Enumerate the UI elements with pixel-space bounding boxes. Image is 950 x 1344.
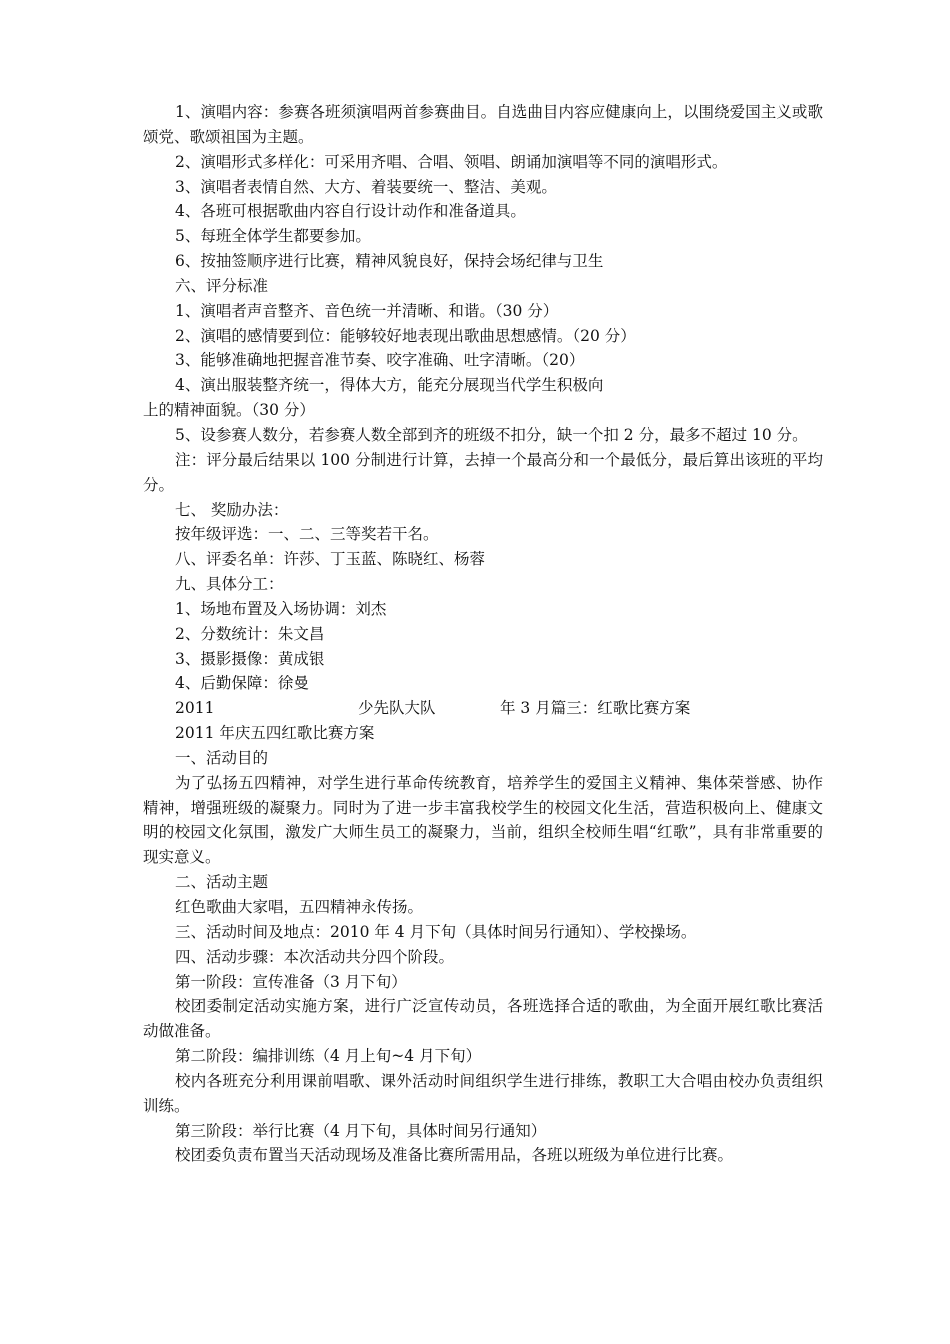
- paragraph: 4、后勤保障：徐曼: [175, 674, 309, 693]
- paragraph: 校团委负责布置当天活动现场及准备比赛所需用品，各班以班级为单位进行比赛。: [175, 1146, 734, 1165]
- section-heading: 一、活动目的: [175, 748, 269, 767]
- paragraph: 校内各班充分利用课前唱歌、课外活动时间组织学生进行排练，教职工大合唱由校办负责组织训练。: [143, 1071, 823, 1115]
- sign-org: 少先队大队: [358, 699, 436, 718]
- section-heading: 三、活动时间及地点：2010 年 4 月下旬（具体时间另行通知）、学校操场。: [175, 922, 697, 941]
- paragraph: 5、每班全体学生都要参加。: [175, 227, 371, 246]
- document-body: [143, 100, 823, 1168]
- stage-heading: 第一阶段：宣传准备（3 月下旬）: [175, 972, 407, 991]
- sign-date-heading: 年 3 月篇三：红歌比赛方案: [500, 699, 691, 718]
- paragraph: 红色歌曲大家唱，五四精神永传扬。: [175, 898, 424, 916]
- section-heading: 八、评委名单：许莎、丁玉蓝、陈晓红、杨蓉: [175, 550, 486, 569]
- paragraph: 4、演出服装整齐统一，得体大方，能充分展现当代学生积极向: [175, 376, 604, 395]
- paragraph: 3、能够准确地把握音准节奏、咬字准确、吐字清晰。（20）: [175, 351, 585, 370]
- paragraph: 6、按抽签顺序进行比赛，精神风貌良好，保持会场纪律与卫生: [175, 252, 604, 271]
- paragraph: 为了弘扬五四精神，对学生进行革命传统教育，培养学生的爱国主义精神、集体荣誉感、协作精神，增强班级的凝聚力。同时为了进一步丰富我校学生的校园文化生活，营造积极向上、健康文明的校园文化氛围，激发广大师生员工的凝聚力，当前，组织全校师生唱“红歌”，具有非常重要的现实意义。: [143, 773, 823, 867]
- section-heading: 六、评分标准: [175, 276, 269, 295]
- paragraph: 上的精神面貌。（30 分）: [143, 401, 315, 420]
- paragraph: 校团委制定活动实施方案，进行广泛宣传动员，各班选择合适的歌曲，为全面开展红歌比赛活动做准备。: [143, 997, 823, 1041]
- paragraph: 4、各班可根据歌曲内容自行设计动作和准备道具。: [175, 202, 526, 221]
- note-paragraph: 注：评分最后结果以 100 分制进行计算，去掉一个最高分和一个最低分，最后算出该班的平均分。: [143, 450, 823, 494]
- stage-heading: 第二阶段：编排训练（4 月上旬~4 月下旬）: [175, 1047, 482, 1066]
- section-heading: 七、 奖励办法：: [175, 500, 289, 519]
- section-heading: 二、活动主题: [175, 873, 269, 892]
- paragraph: 1、演唱者声音整齐、音色统一并清晰、和谐。（30 分）: [175, 301, 559, 320]
- paragraph: 2、分数统计：朱文昌: [175, 624, 325, 643]
- section-heading: 四、活动步骤：本次活动共分四个阶段。: [175, 947, 455, 966]
- paragraph: 1、场地布置及入场协调：刘杰: [175, 599, 387, 618]
- paragraph: 3、演唱者表情自然、大方、着装要统一、整洁、美观。: [175, 177, 557, 196]
- section-heading: 九、具体分工：: [175, 575, 284, 594]
- paragraph: 2、演唱形式多样化：可采用齐唱、合唱、领唱、朗诵加演唱等不同的演唱形式。: [175, 152, 728, 171]
- stage-heading: 第三阶段：举行比赛（4 月下旬，具体时间另行通知）: [175, 1121, 547, 1140]
- sign-year: 2011: [175, 699, 215, 718]
- document-title: 2011 年庆五四红歌比赛方案: [175, 724, 375, 743]
- paragraph: 按年级评选：一、二、三等奖若干名。: [175, 525, 439, 544]
- paragraph: 3、摄影摄像：黄成银: [175, 649, 325, 668]
- paragraph: 5、设参赛人数分，若参赛人数全部到齐的班级不扣分，缺一个扣 2 分，最多不超过 10 分。: [175, 425, 808, 444]
- paragraph: 1、演唱内容：参赛各班须演唱两首参赛曲目。自选曲目内容应健康向上，以围绕爱国主义或歌颂党、歌颂祖国为主题。: [143, 103, 823, 146]
- signature-line: [143, 696, 823, 721]
- paragraph: 2、演唱的感情要到位：能够较好地表现出歌曲思想感情。（20 分）: [175, 326, 636, 345]
